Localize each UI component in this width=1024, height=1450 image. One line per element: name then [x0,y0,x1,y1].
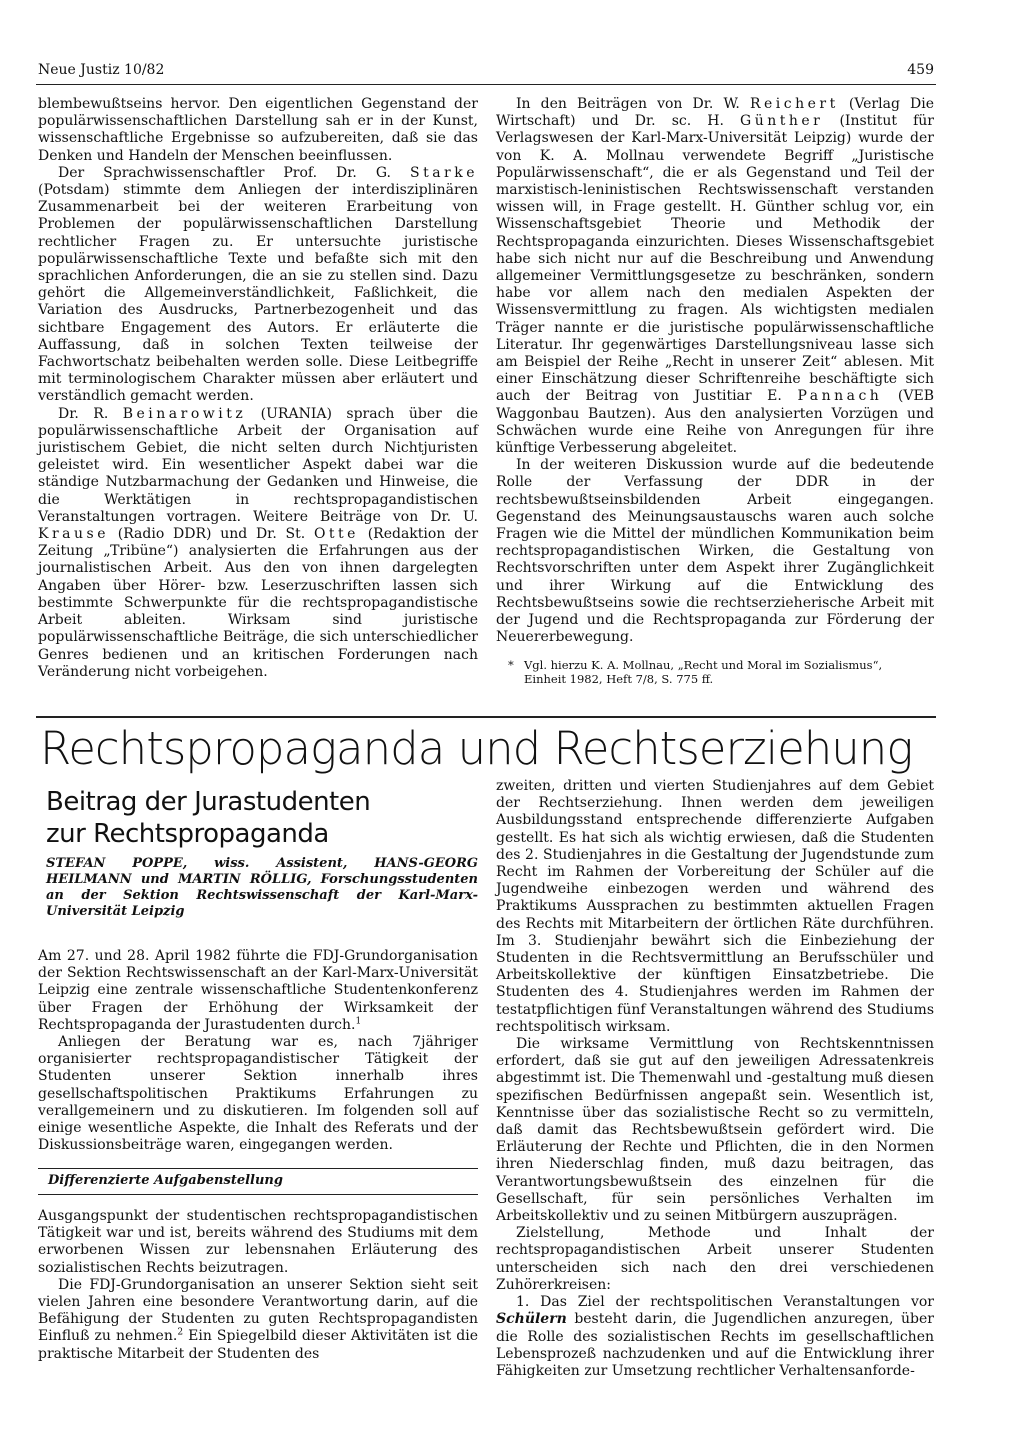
article-title [46,786,476,850]
paragraph: In den Beiträgen von Dr. W. Reichert (Verlag Die Wirtschaft) und Dr. sc. H. Günther (Institut für Verlagswesen der Karl-Marx-Universität Leipzig) wurde der von K. A. Mollnau verwendete Begriff „Juristische Populärwissenschaft“, die er als Gegenstand und Teil der marxistisch-leninistischen Rechtswissenschaft verstanden wissen will, in Frage gestellt. H. Günther schlug vor, ein Wissenschaftsgebiet Theorie und Methodik der Rechtspropaganda einzurichten. Dieses Wissenschaftsgebiet habe sich nicht nur auf die Beschreibung und Anwendung allgemeiner Vermittlungsgesetze zu beschränken, sondern habe vor allem nach den medialen Aspekten der Wissensvermittlung zu fragen. Als wichtigsten medialen Träger nannte er die juristische populärwissenschaftliche Literatur. Ihr gegenwärtiges Darstellungsniveau lasse sich am Beispiel der Reihe „Recht in unserer Zeit“ ablesen. Mit einer Einschätzung dieser Schriftenreihe beschäftigte sich auch der Beitrag von Justitiar E. Pannach (VEB Waggonbau Bautzen). Aus den analysierten Vorzügen und Schwächen wurde eine Reihe von Anregungen für ihre künftige Verbesserung abgeleitet. [496,96,934,457]
page-number: 459 [907,62,934,78]
footnote-ref: 2 [177,1327,184,1338]
footnote-mark: * [508,658,514,672]
paragraph: Dr. R. Beinarowitz (URANIA) sprach über die populärwissenschaftliche Arbeit der Organisation auf juristischem Gebiet, die nicht selten durch Nichtjuristen geleistet wird. Ein wesentlicher Aspekt dabei war die ständige Nutzbarmachung der Gedanken und Hinweise, die die Werktätigen in rechtspropagandistischen Veranstaltungen vortragen. Weitere Beiträge von Dr. U. Krause (Radio DDR) und Dr. St. Otte (Redaktion der Zeitung „Tribüne“) analysierten die Erfahrungen aus der journalistischen Arbeit. Aus den von ihnen dargelegten Angaben über Hörer- bzw. Leserzuschriften lassen sich bestimmte Schwerpunkte für die rechtspropagandistische Arbeit ableiten. Wirksam sind juristische populärwissenschaftliche Beiträge, die sich unterschiedlicher Genres bedienen und an kritischen Forderungen nach Veränderung nicht vorbeigehen. [38,405,479,680]
subsection-text [38,1208,478,1363]
person-name: Günther [740,113,824,130]
person-name: Krause [38,526,109,543]
header-rule [36,84,936,85]
paragraph: 1. Das Ziel der rechtspolitischen Veranstaltungen vor Schülern besteht darin, die Jugendlichen anzuregen, über die Rolle des sozialistischen Rechts im gesellschaftlichen Lebensprozeß nachzudenken und auf die Entwicklung ihrer Fähigkeiten zur Umsetzung rechtlicher Verhaltensanforde- [496,1294,934,1379]
title-line: Beitrag der Jurastudenten [46,787,371,817]
paragraph: Zielstellung, Methode und Inhalt der rechtspropagandistischen Arbeit unserer Studenten unterscheiden sich nach den drei verschiedenen Zuhörerkreisen: [496,1225,934,1293]
person-name: Reichert [749,96,839,112]
top-left-column [38,96,478,681]
footnote-ref: 1 [355,1016,362,1027]
person-name: Otte [313,526,359,543]
subheading: Differenzierte Aufgabenstellung [48,1173,283,1188]
running-header [38,62,934,82]
paragraph: In der weiteren Diskussion wurde auf die bedeutende Rolle der Verfassung der DDR in der rechtsbewußtseinsbildenden Arbeit eingegangen. Gegenstand des Meinungsaustauschs waren auch solche Fragen wie die Mittel der mündlichen Kommunikation beim rechtspropagandistischen Wirken, die Gestaltung von Rechtsvorschriften unter dem Aspekt ihrer Zugänglichkeit und ihrer Wirkung auf die Entwicklung des Rechtsbewußtseins sowie die rechtserzieherische Arbeit mit der Jugend und die Rechtspropaganda zur Förderung der Neuererbewegung. [496,457,934,646]
article-right-column [496,778,934,1380]
article-authors: STEFAN POPPE, wiss. Assistent, HANS-GEORG HEILMANN und MARTIN RÖLLIG, Forschungsstudenten an der Sektion Rechtswissenschaft der Karl-Marx-Universität Leipzig [46,856,478,919]
person-name: Starke [409,164,479,181]
footnote-line: Vgl. hierzu K. A. Mollnau, „Recht und Moral im Sozialismus“, [524,658,883,672]
section-heading: Rechtspropaganda und Rechtserziehung [40,722,913,775]
paragraph: Die wirksame Vermittlung von Rechtskenntnissen erfordert, daß sie gut auf den jeweiligen Adressatenkreis abgestimmt ist. Die Themenwahl und -gestaltung muß diesen spezifischen Bedürfnissen angepaßt sein. Wesentlich ist, Kenntnisse über das sozialistische Recht so zu vermitteln, daß damit das Rechtsbewußtsein gefördert wird. Die Erläuterung der Rechte und Pflichten, die in den Normen ihren Niederschlag finden, muß dazu beitragen, das Verantwortungsbewußtsein des einzelnen für die Gesellschaft, für sein persönliches Verhalten im Arbeitskollektiv und zu seinen Mitbürgern auszuprägen. [496,1036,934,1225]
paragraph: Die FDJ-Grundorganisation an unserer Sektion sieht seit vielen Jahren eine besondere Verantwortung darin, auf die Befähigung der Studenten zu guten Rechtspropagandisten Einfluß zu nehmen.$^2$ Ein Spiegelbild dieser Aktivitäten ist die praktische Mitarbeit der Studenten des [38,1276,478,1362]
paragraph: blembewußtseins hervor. Den eigentlichen Gegenstand der populärwissenschaftlichen Darstellung sah er in der Kunst, wissenschaftliche Ergebnisse so aufzubereiten, daß sie das Denken und Handeln der Menschen beeinflussen. [38,96,478,164]
person-name: Beinarowitz [122,405,247,422]
paragraph: Anliegen der Beratung war es, nach 7jähriger organisierter rechtspropagandistischer Tätigkeit der Studenten unserer Sektion innerhalb ihres gesellschaftspolitischen Praktikums Erfahrungen zu verallgemeinern und zu diskutieren. Im folgenden soll auf einige wesentliche Aspekte, die Inhalt des Referats und der Diskussionsbeiträge waren, eingegangen werden. [38,1034,478,1154]
paragraph: Ausgangspunkt der studentischen rechtspropagandistischen Tätigkeit war und ist, bereits während des Studiums mit dem erworbenen Wissen zur lebensnahen Erläuterung des sozialistischen Rechts beizutragen. [38,1208,478,1276]
paragraph: zweiten, dritten und vierten Studienjahres auf dem Gebiet der Rechtserziehung. Ihnen werden dem jeweiligen Ausbildungsstand entsprechende differenzierte Aufgaben gestellt. Es hat sich als wichtig erwiesen, daß die Studenten des 2. Studienjahres in die Gestaltung der Jugendstunde zum Recht im Rahmen der Vorbereitung der Schüler auf die Jugendweihe einbezogen werden und während des Praktikums Aussprachen zu bestimmten aktuellen Fragen des Rechts mit Mitarbeitern der örtlichen Räte durchführen. Im 3. Studienjahr bewährt sich die Einbeziehung der Studenten in die Rechtsvermittlung an Berufsschüler und Arbeitskollektive der künftigen Einsatzbetriebe. Die Studenten des 4. Studienjahres werden im Rahmen der testatpflichtigen fünf Veranstaltungen während des Studiums rechtspolitisch wirksam. [496,778,934,1035]
paragraph: Am 27. und 28. April 1982 führte die FDJ-Grundorganisation der Sektion Rechtswissenschaft an der Karl-Marx-Universität Leipzig eine zentrale wissenschaftliche Studentenkonferenz über Fragen der Erhöhung der Wirksamkeit der Rechtspropaganda der Jurastudenten durch.$^1$ [38,948,478,1033]
emphasis: Schülern [496,1311,567,1328]
footnote [508,658,934,686]
footnote-line: Einheit 1982, Heft 7/8, S. 775 ff. [524,672,714,686]
subheading-box [38,1168,478,1195]
person-name: Pannach [797,388,883,405]
journal-issue: Neue Justiz 10/82 [38,62,165,78]
title-line: zur Rechtspropaganda [46,819,329,849]
subheading-rule [38,1194,478,1195]
section-rule [36,716,936,718]
top-right-column [496,96,934,647]
intro-text [38,948,478,1154]
paragraph: Der Sprachwissenschaftler Prof. Dr. G. Starke (Potsdam) stimmte dem Anliegen der interdisziplinären Zusammenarbeit bei der weiteren Erarbeitung von Problemen der populärwissenschaftlichen Darstellung rechtlicher Fragen zu. Er untersuchte juristische populärwissenschaftliche Texte und befaßte sich mit den sprachlichen Anforderungen, die an sie zu stellen sind. Dazu gehört die Allgemeinverständlichkeit, Faßlichkeit, die Variation des Ausdrucks, Partnerbezogenheit und das sichtbare Engagement des Autors. Er erläuterte die Auffassung, daß in solchen Texten teilweise der Fachwortschatz beibehalten werden solle. Diese Leitbegriffe mit terminologischem Charakter müssen aber erläutert und verständlich gemacht werden. [38,164,479,405]
